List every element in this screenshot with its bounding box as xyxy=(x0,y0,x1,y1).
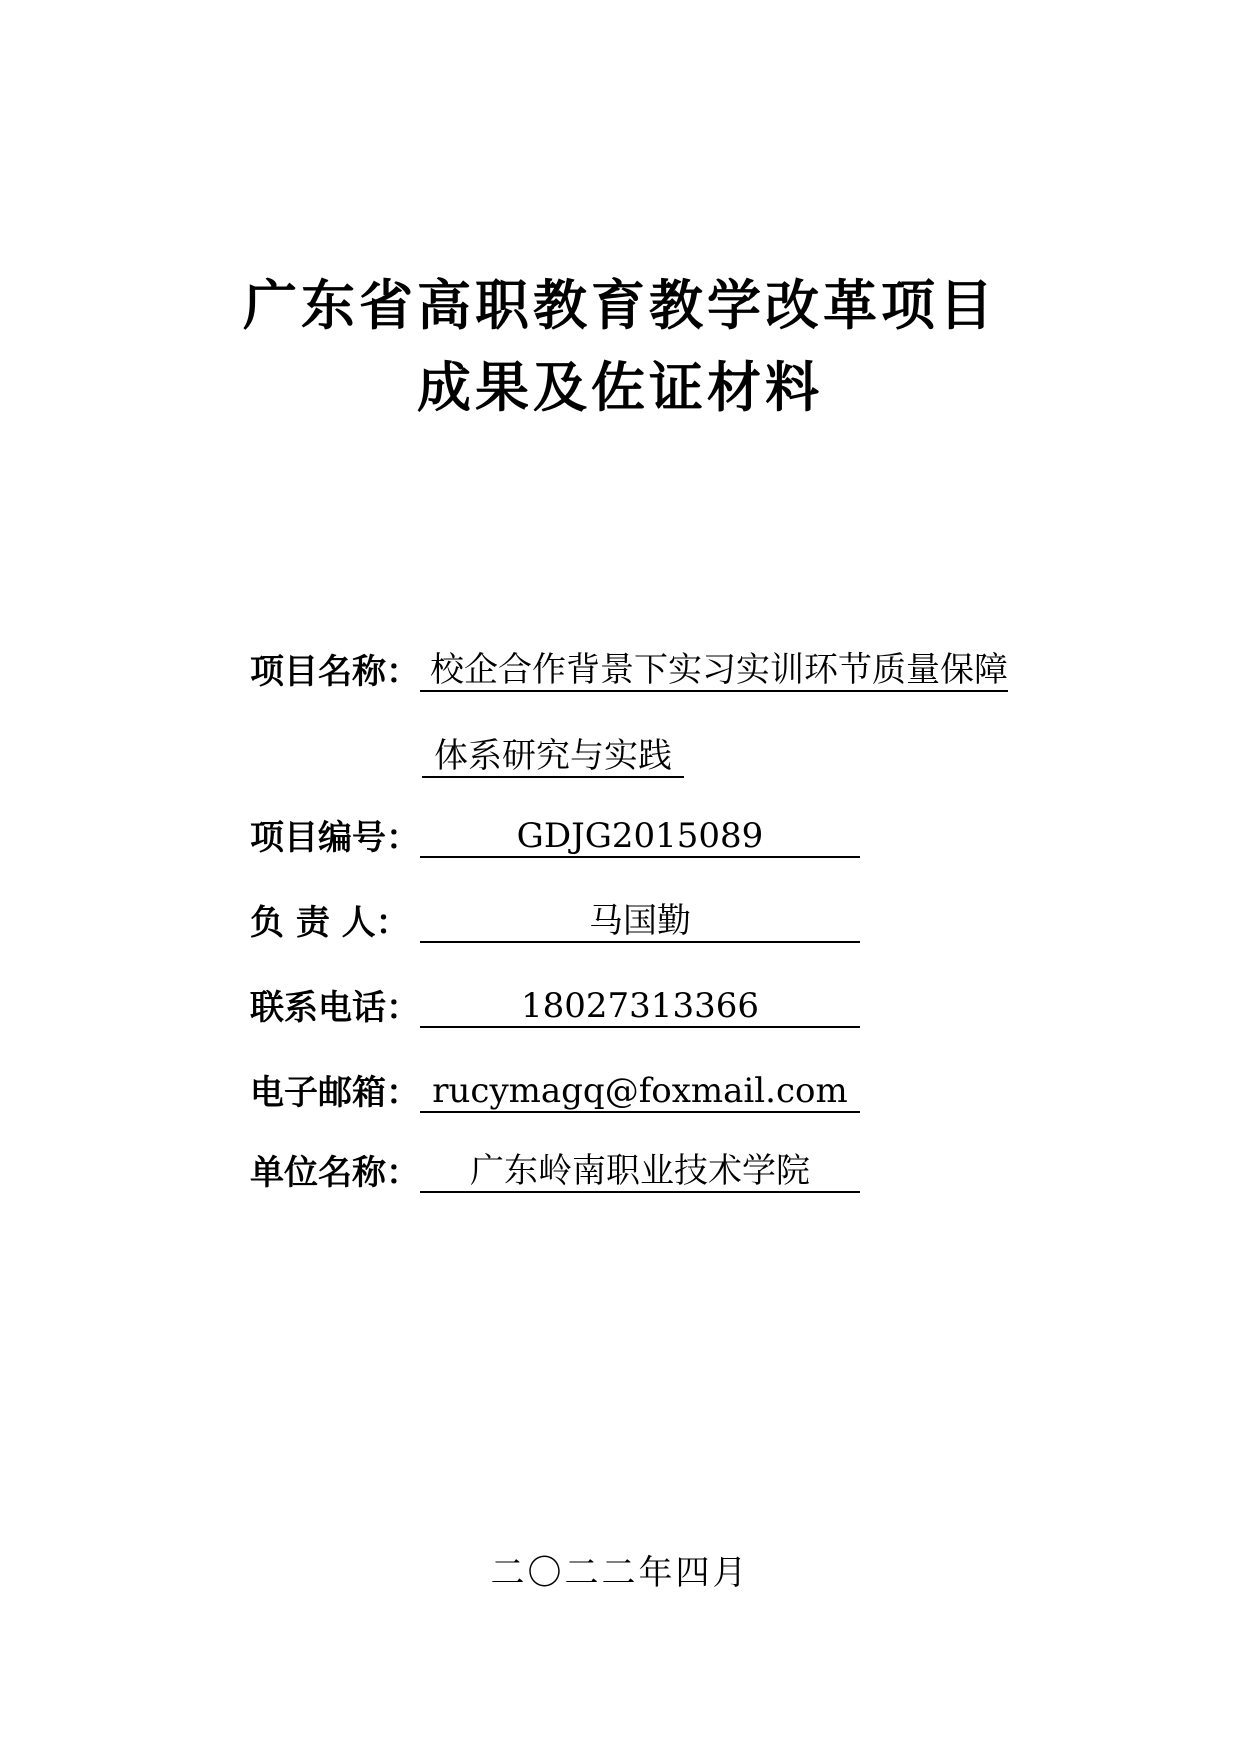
document-date: 二〇二二年四月 xyxy=(490,1553,750,1593)
project-info-form xyxy=(250,650,1008,1193)
organization-label: 单位名称： xyxy=(250,1153,420,1193)
field-phone xyxy=(250,943,1005,1028)
field-project-name-continued xyxy=(250,692,1005,778)
title-line-2: 成果及佐证材料 xyxy=(417,356,823,419)
leader-value: 马国勤 xyxy=(420,901,860,943)
email-label: 电子邮箱： xyxy=(250,1073,420,1113)
project-name-value-line2: 体系研究与实践 xyxy=(422,736,684,778)
organization-value: 广东岭南职业技术学院 xyxy=(420,1151,860,1193)
field-email xyxy=(250,1028,1005,1113)
document-title xyxy=(0,274,1240,419)
leader-label: 负 责 人： xyxy=(250,903,410,943)
field-project-name xyxy=(250,650,1008,692)
project-name-label: 项目名称： xyxy=(250,652,420,692)
project-number-label: 项目编号： xyxy=(250,818,420,858)
email-value: rucymagq@foxmail.com xyxy=(420,1071,860,1113)
project-name-value-line1: 校企合作背景下实习实训环节质量保障 xyxy=(420,650,1008,692)
field-project-number xyxy=(250,778,1005,858)
field-organization xyxy=(250,1113,1005,1193)
field-leader xyxy=(250,858,1005,943)
project-number-value: GDJG2015089 xyxy=(420,816,860,858)
title-line-1: 广东省高职教育教学改革项目 xyxy=(243,274,997,337)
phone-value: 18027313366 xyxy=(420,986,860,1028)
phone-label: 联系电话： xyxy=(250,988,420,1028)
